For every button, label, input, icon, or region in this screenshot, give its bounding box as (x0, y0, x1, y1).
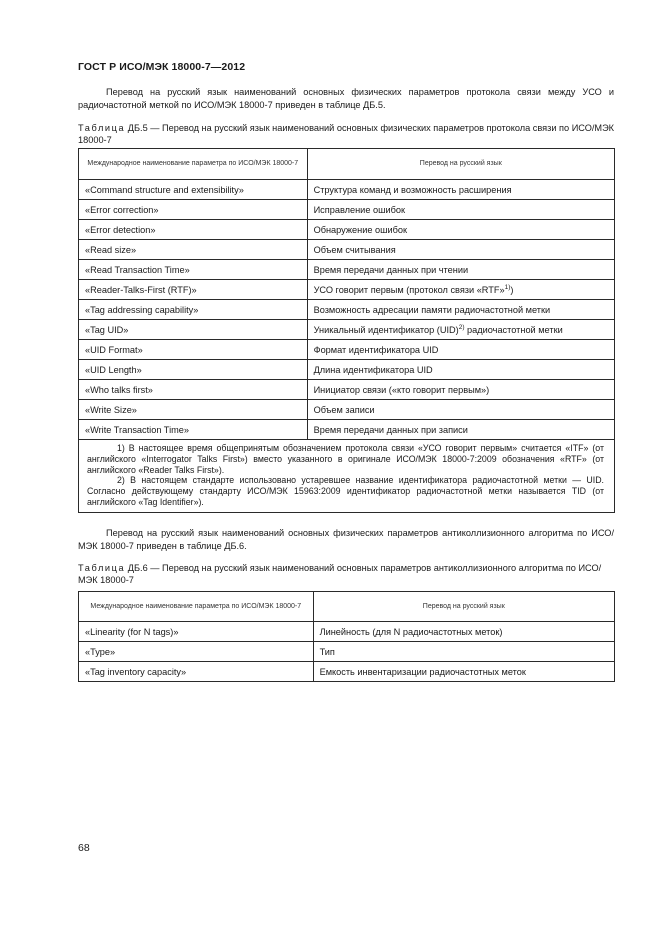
table5-cell-ru: Длина идентификатора UID (307, 360, 614, 380)
ru-text-after: радиочастотной метки (464, 324, 563, 335)
table6-caption-label: Таблица (78, 563, 126, 573)
table-db5 (78, 148, 615, 513)
page-number: 68 (78, 842, 90, 854)
table-row (79, 220, 615, 240)
table5-cell-ru: Время передачи данных при записи (307, 420, 614, 440)
table5-cell-ru: Структура команд и возможность расширения (307, 180, 614, 200)
intro-text-2: Перевод на русский язык наименований основных физических параметров антиколлизионного алгоритма по ИСО/МЭК 18000-7 приведен в таблице ДБ.6. (78, 528, 614, 551)
table5-cell-en: «Error detection» (79, 220, 308, 240)
table5-cell-ru (307, 320, 614, 340)
ru-text: УСО говорит первым (протокол связи «RTF» (313, 284, 505, 295)
table-row (79, 622, 615, 642)
table6-cell-en: «Linearity (for N tags)» (79, 622, 314, 642)
table-row (79, 260, 615, 280)
table5-cell-en: «Tag UID» (79, 320, 308, 340)
table-row (79, 320, 615, 340)
table5-cell-en: «Read size» (79, 240, 308, 260)
table6-caption (78, 563, 615, 586)
footnote-2-text: 2) В настоящем стандарте использовано устаревшее название идентификатора радиочастотной метки — UID. Согласно действующему стандарту ИСО/МЭК 15963:2009 идентификатор радиочастотной метки называется TID (от английского «Tag Identifier»). (87, 475, 604, 507)
table5-header-left: Международное наименование параметра по ИСО/МЭК 18000-7 (79, 149, 308, 180)
table5-cell-en: «Write Size» (79, 400, 308, 420)
table-row (79, 240, 615, 260)
table5-caption-label: Таблица (78, 123, 126, 133)
table-row (79, 420, 615, 440)
footnote-1-text: 1) В настоящее время общепринятым обозначением протокола связи «УСО говорит первым» считается «ITF» (от английского «Interrogator Talks First») вместо указанного в оригинале ИСО/МЭК 18000-7:2009 обозначения «RTF» (от английского «Reader Talks First»). (87, 443, 604, 475)
table5-notes (79, 440, 615, 513)
table-db6 (78, 591, 615, 682)
footnote-2 (87, 475, 604, 507)
table5-cell-ru: Исправление ошибок (307, 200, 614, 220)
table-row (79, 340, 615, 360)
intro-paragraph-1 (78, 86, 614, 111)
table-row (79, 280, 615, 300)
table5-cell-ru: Обнаружение ошибок (307, 220, 614, 240)
table-row (79, 180, 615, 200)
table5-cell-en: «UID Length» (79, 360, 308, 380)
intro-paragraph-2 (78, 527, 614, 552)
table6-cell-ru: Тип (313, 642, 614, 662)
table5-cell-ru: Объем записи (307, 400, 614, 420)
footnote-ref: 1) (504, 283, 511, 291)
intro-text-1: Перевод на русский язык наименований основных физических параметров протокола связи между УСО и радиочастотной меткой по ИСО/МЭК 18000-7 приведен в таблице ДБ.5. (78, 87, 614, 110)
ru-text-after: ) (510, 284, 514, 295)
table5-caption-text: ДБ.5 — Перевод на русский язык наименований основных физических параметров протокола связи по ИСО/МЭК 18000-7 (78, 123, 615, 145)
table5-cell-en: «Read Transaction Time» (79, 260, 308, 280)
ru-text: Уникальный идентификатор (UID) (313, 324, 459, 335)
table5-header-right: Перевод на русский язык (307, 149, 614, 180)
table-row (79, 662, 615, 682)
table-row (79, 400, 615, 420)
table5-cell-ru: Инициатор связи («кто говорит первым») (307, 380, 614, 400)
table6-caption-text: ДБ.6 — Перевод на русский язык наименований основных параметров антиколлизионного алгоритма по ИСО/МЭК 18000-7 (78, 563, 602, 585)
table5-cell-en: «Error correction» (79, 200, 308, 220)
table5-cell-ru: Объем считывания (307, 240, 614, 260)
table5-cell-en: «Reader-Talks-First (RTF)» (79, 280, 308, 300)
table6-cell-en: «Type» (79, 642, 314, 662)
table-row (79, 300, 615, 320)
table-row (79, 200, 615, 220)
table-row (79, 642, 615, 662)
table5-caption (78, 123, 615, 146)
table6-header-row (79, 592, 615, 622)
table5-cell-en: «UID Format» (79, 340, 308, 360)
table5-header-row (79, 149, 615, 180)
table5-cell-en: «Command structure and extensibility» (79, 180, 308, 200)
table5-cell-ru: Время передачи данных при чтении (307, 260, 614, 280)
table6-header-right: Перевод на русский язык (313, 592, 614, 622)
table5-cell-en: «Who talks first» (79, 380, 308, 400)
table5-cell-en: «Write Transaction Time» (79, 420, 308, 440)
table6-header-left: Международное наименование параметра по ИСО/МЭК 18000-7 (79, 592, 314, 622)
table-row (79, 360, 615, 380)
table5-cell-ru: Возможность адресации памяти радиочастотной метки (307, 300, 614, 320)
table5-cell-en: «Tag addressing capability» (79, 300, 308, 320)
table5-cell-ru (307, 280, 614, 300)
footnote-ref: 2) (458, 323, 465, 331)
table-row (79, 380, 615, 400)
table6-cell-ru: Емкость инвентаризации радиочастотных меток (313, 662, 614, 682)
table6-cell-ru: Линейность (для N радиочастотных меток) (313, 622, 614, 642)
table6-cell-en: «Tag inventory capacity» (79, 662, 314, 682)
document-header: ГОСТ Р ИСО/МЭК 18000-7—2012 (78, 61, 246, 73)
table5-cell-ru: Формат идентификатора UID (307, 340, 614, 360)
table5-notes-row (79, 440, 615, 513)
footnote-1 (87, 443, 604, 475)
